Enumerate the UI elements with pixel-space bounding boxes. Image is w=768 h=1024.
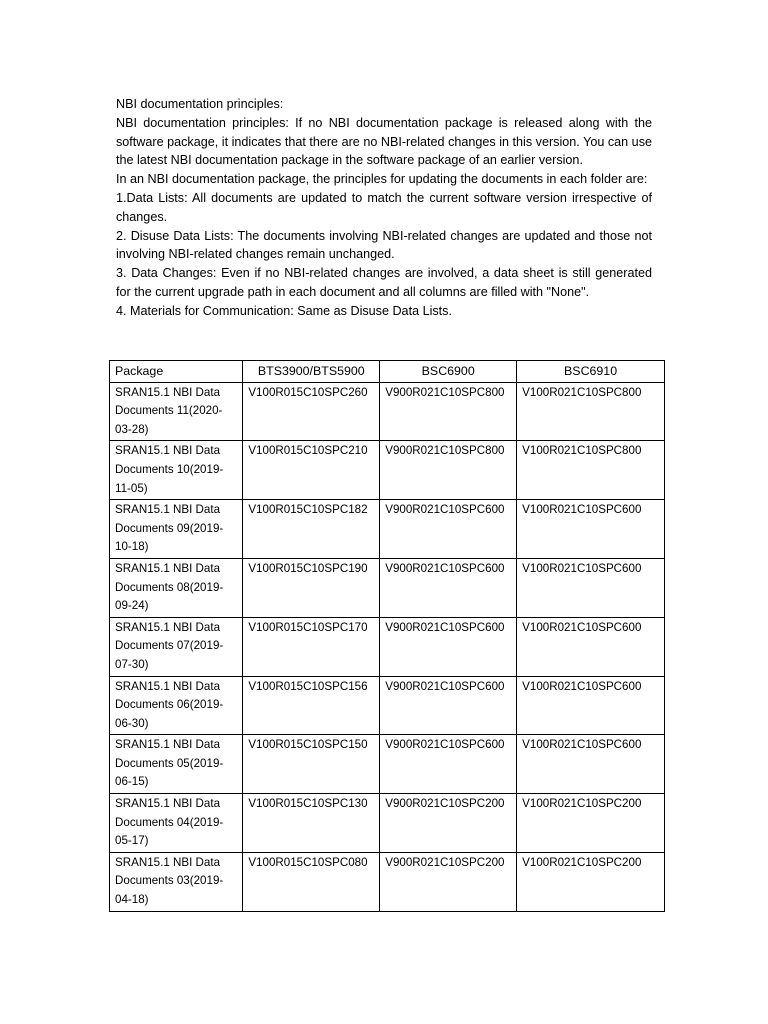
header-package: Package — [110, 361, 243, 383]
bsc6910-version-cell: V100R021C10SPC800 — [517, 441, 665, 500]
document-heading: NBI documentation principles: — [116, 97, 284, 111]
bts-version-cell: V100R015C10SPC182 — [243, 500, 380, 559]
table-header-row — [110, 361, 665, 383]
bsc6900-version-cell: V900R021C10SPC800 — [380, 382, 517, 441]
package-cell: SRAN15.1 NBI Data Documents 06(2019-06-30) — [110, 676, 243, 735]
bsc6910-version-cell: V100R021C10SPC200 — [517, 852, 665, 911]
bsc6900-version-cell: V900R021C10SPC600 — [380, 500, 517, 559]
table-row — [110, 676, 665, 735]
bsc6910-version-cell: V100R021C10SPC200 — [517, 794, 665, 853]
table-row — [110, 382, 665, 441]
bts-version-cell: V100R015C10SPC080 — [243, 852, 380, 911]
table-row — [110, 617, 665, 676]
bsc6900-version-cell: V900R021C10SPC800 — [380, 441, 517, 500]
bsc6910-version-cell: V100R021C10SPC600 — [517, 500, 665, 559]
package-cell: SRAN15.1 NBI Data Documents 11(2020-03-28) — [110, 382, 243, 441]
table-row — [110, 794, 665, 853]
package-cell: SRAN15.1 NBI Data Documents 08(2019-09-24) — [110, 558, 243, 617]
table-row — [110, 500, 665, 559]
table-row — [110, 852, 665, 911]
bts-version-cell: V100R015C10SPC170 — [243, 617, 380, 676]
bts-version-cell: V100R015C10SPC190 — [243, 558, 380, 617]
bsc6910-version-cell: V100R021C10SPC600 — [517, 558, 665, 617]
bsc6900-version-cell: V900R021C10SPC200 — [380, 852, 517, 911]
bts-version-cell: V100R015C10SPC210 — [243, 441, 380, 500]
package-cell: SRAN15.1 NBI Data Documents 05(2019-06-15) — [110, 735, 243, 794]
package-cell: SRAN15.1 NBI Data Documents 10(2019-11-05) — [110, 441, 243, 500]
bsc6910-version-cell: V100R021C10SPC800 — [517, 382, 665, 441]
bsc6900-version-cell: V900R021C10SPC600 — [380, 676, 517, 735]
paragraph-data-changes: 3. Data Changes: Even if no NBI-related changes are involved, a data sheet is still generated for the current upgrade path in each document and all columns are filled with "None". — [116, 266, 652, 299]
document-body — [116, 95, 652, 321]
package-cell: SRAN15.1 NBI Data Documents 04(2019-05-17) — [110, 794, 243, 853]
bsc6900-version-cell: V900R021C10SPC200 — [380, 794, 517, 853]
bsc6900-version-cell: V900R021C10SPC600 — [380, 558, 517, 617]
header-bsc6900: BSC6900 — [380, 361, 517, 383]
package-cell: SRAN15.1 NBI Data Documents 07(2019-07-30) — [110, 617, 243, 676]
bsc6900-version-cell: V900R021C10SPC600 — [380, 735, 517, 794]
paragraph-data-lists: 1.Data Lists: All documents are updated to match the current software version irrespective of changes. — [116, 190, 652, 224]
paragraph-principles-lead: In an NBI documentation package, the principles for updating the documents in each folder are: — [116, 172, 648, 187]
paragraph-intro: NBI documentation principles: If no NBI documentation package is released along with the software package, it indicates that there are no NBI-related changes in this version. You can use the latest NBI documentation package in the software package of an earlier version. — [116, 115, 652, 168]
bts-version-cell: V100R015C10SPC156 — [243, 676, 380, 735]
package-version-table — [109, 360, 665, 912]
table-row — [110, 441, 665, 500]
bsc6910-version-cell: V100R021C10SPC600 — [517, 676, 665, 735]
package-cell: SRAN15.1 NBI Data Documents 09(2019-10-18) — [110, 500, 243, 559]
table-row — [110, 735, 665, 794]
bts-version-cell: V100R015C10SPC150 — [243, 735, 380, 794]
table-row — [110, 558, 665, 617]
bsc6910-version-cell: V100R021C10SPC600 — [517, 617, 665, 676]
header-bsc6910: BSC6910 — [517, 361, 665, 383]
bsc6910-version-cell: V100R021C10SPC600 — [517, 735, 665, 794]
bts-version-cell: V100R015C10SPC260 — [243, 382, 380, 441]
bts-version-cell: V100R015C10SPC130 — [243, 794, 380, 853]
bsc6900-version-cell: V900R021C10SPC600 — [380, 617, 517, 676]
header-bts: BTS3900/BTS5900 — [243, 361, 380, 383]
paragraph-disuse-data-lists: 2. Disuse Data Lists: The documents involving NBI-related changes are updated and those not involving NBI-related changes remain unchanged. — [116, 228, 652, 262]
package-cell: SRAN15.1 NBI Data Documents 03(2019-04-18) — [110, 852, 243, 911]
paragraph-materials: 4. Materials for Communication: Same as Disuse Data Lists. — [116, 303, 452, 318]
